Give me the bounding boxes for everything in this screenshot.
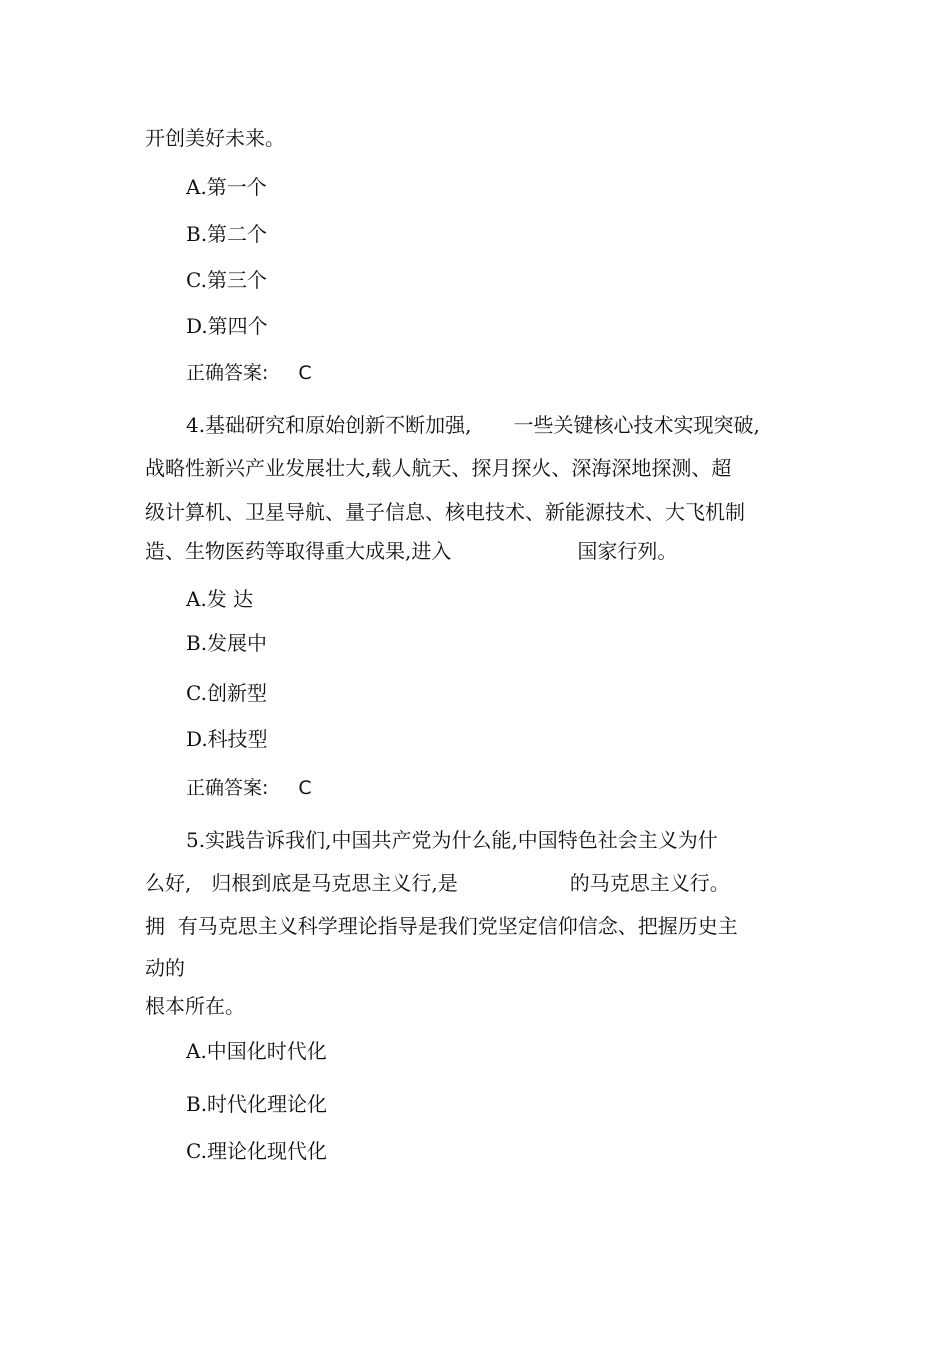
- answer-label: 正确答案:: [186, 777, 269, 799]
- question-3-stem-tail: 开创美好未来。: [145, 126, 285, 150]
- answer-value: C: [298, 777, 312, 799]
- question-4-stem-line-3: 级计算机、卫星导航、量子信息、核电技术、新能源技术、大飞机制: [145, 500, 745, 524]
- question-4-option-d: D.科技型: [186, 727, 268, 751]
- answer-value: C: [298, 362, 312, 384]
- question-3-option-b: B.第二个: [186, 222, 268, 246]
- question-4-stem-line-1: [186, 415, 760, 435]
- question-4-text: 造、生物医药等取得重大成果,进入: [145, 539, 452, 563]
- question-4-text: 4.基础研究和原始创新不断加强,: [186, 413, 472, 437]
- question-3-option-c: C.第三个: [186, 268, 267, 292]
- question-5-text: 么好,: [145, 871, 192, 895]
- question-5-text: 归根到底是马克思主义行,是: [211, 871, 458, 895]
- question-4-text: 国家行列。: [577, 539, 678, 563]
- question-5-text: 的马克思主义行。: [569, 871, 730, 895]
- question-5-stem-line-1: 5.实践告诉我们,中国共产党为什么能,中国特色社会主义为什: [186, 828, 718, 852]
- question-4-stem-line-2: 战略性新兴产业发展壮大,载人航天、探月探火、深海深地探测、超: [145, 456, 732, 480]
- question-5-stem-line-3: 拥 有马克思主义科学理论指导是我们党坚定信仰信念、把握历史主: [145, 914, 738, 938]
- question-5-stem-line-2: [145, 873, 730, 893]
- question-4-option-c: C.创新型: [186, 681, 267, 705]
- question-3-option-d: D.第四个: [186, 314, 268, 338]
- question-5-stem-line-4: 动的: [145, 956, 185, 980]
- question-4-answer: [186, 779, 312, 798]
- question-4-text: 一些关键核心技术实现突破,: [513, 413, 760, 437]
- question-3-answer: [186, 364, 312, 383]
- question-4-option-b: B.发展中: [186, 631, 268, 655]
- question-5-option-b: B.时代化理论化: [186, 1092, 328, 1116]
- question-4-stem-line-4: [145, 541, 677, 561]
- question-3-option-a: A.第一个: [186, 175, 267, 199]
- question-4-option-a: A.发 达: [186, 587, 254, 611]
- question-5-option-c: C.理论化现代化: [186, 1139, 327, 1163]
- question-5-option-a: A.中国化时代化: [186, 1039, 327, 1063]
- question-5-stem-line-5: 根本所在。: [145, 994, 245, 1018]
- answer-label: 正确答案:: [186, 362, 269, 384]
